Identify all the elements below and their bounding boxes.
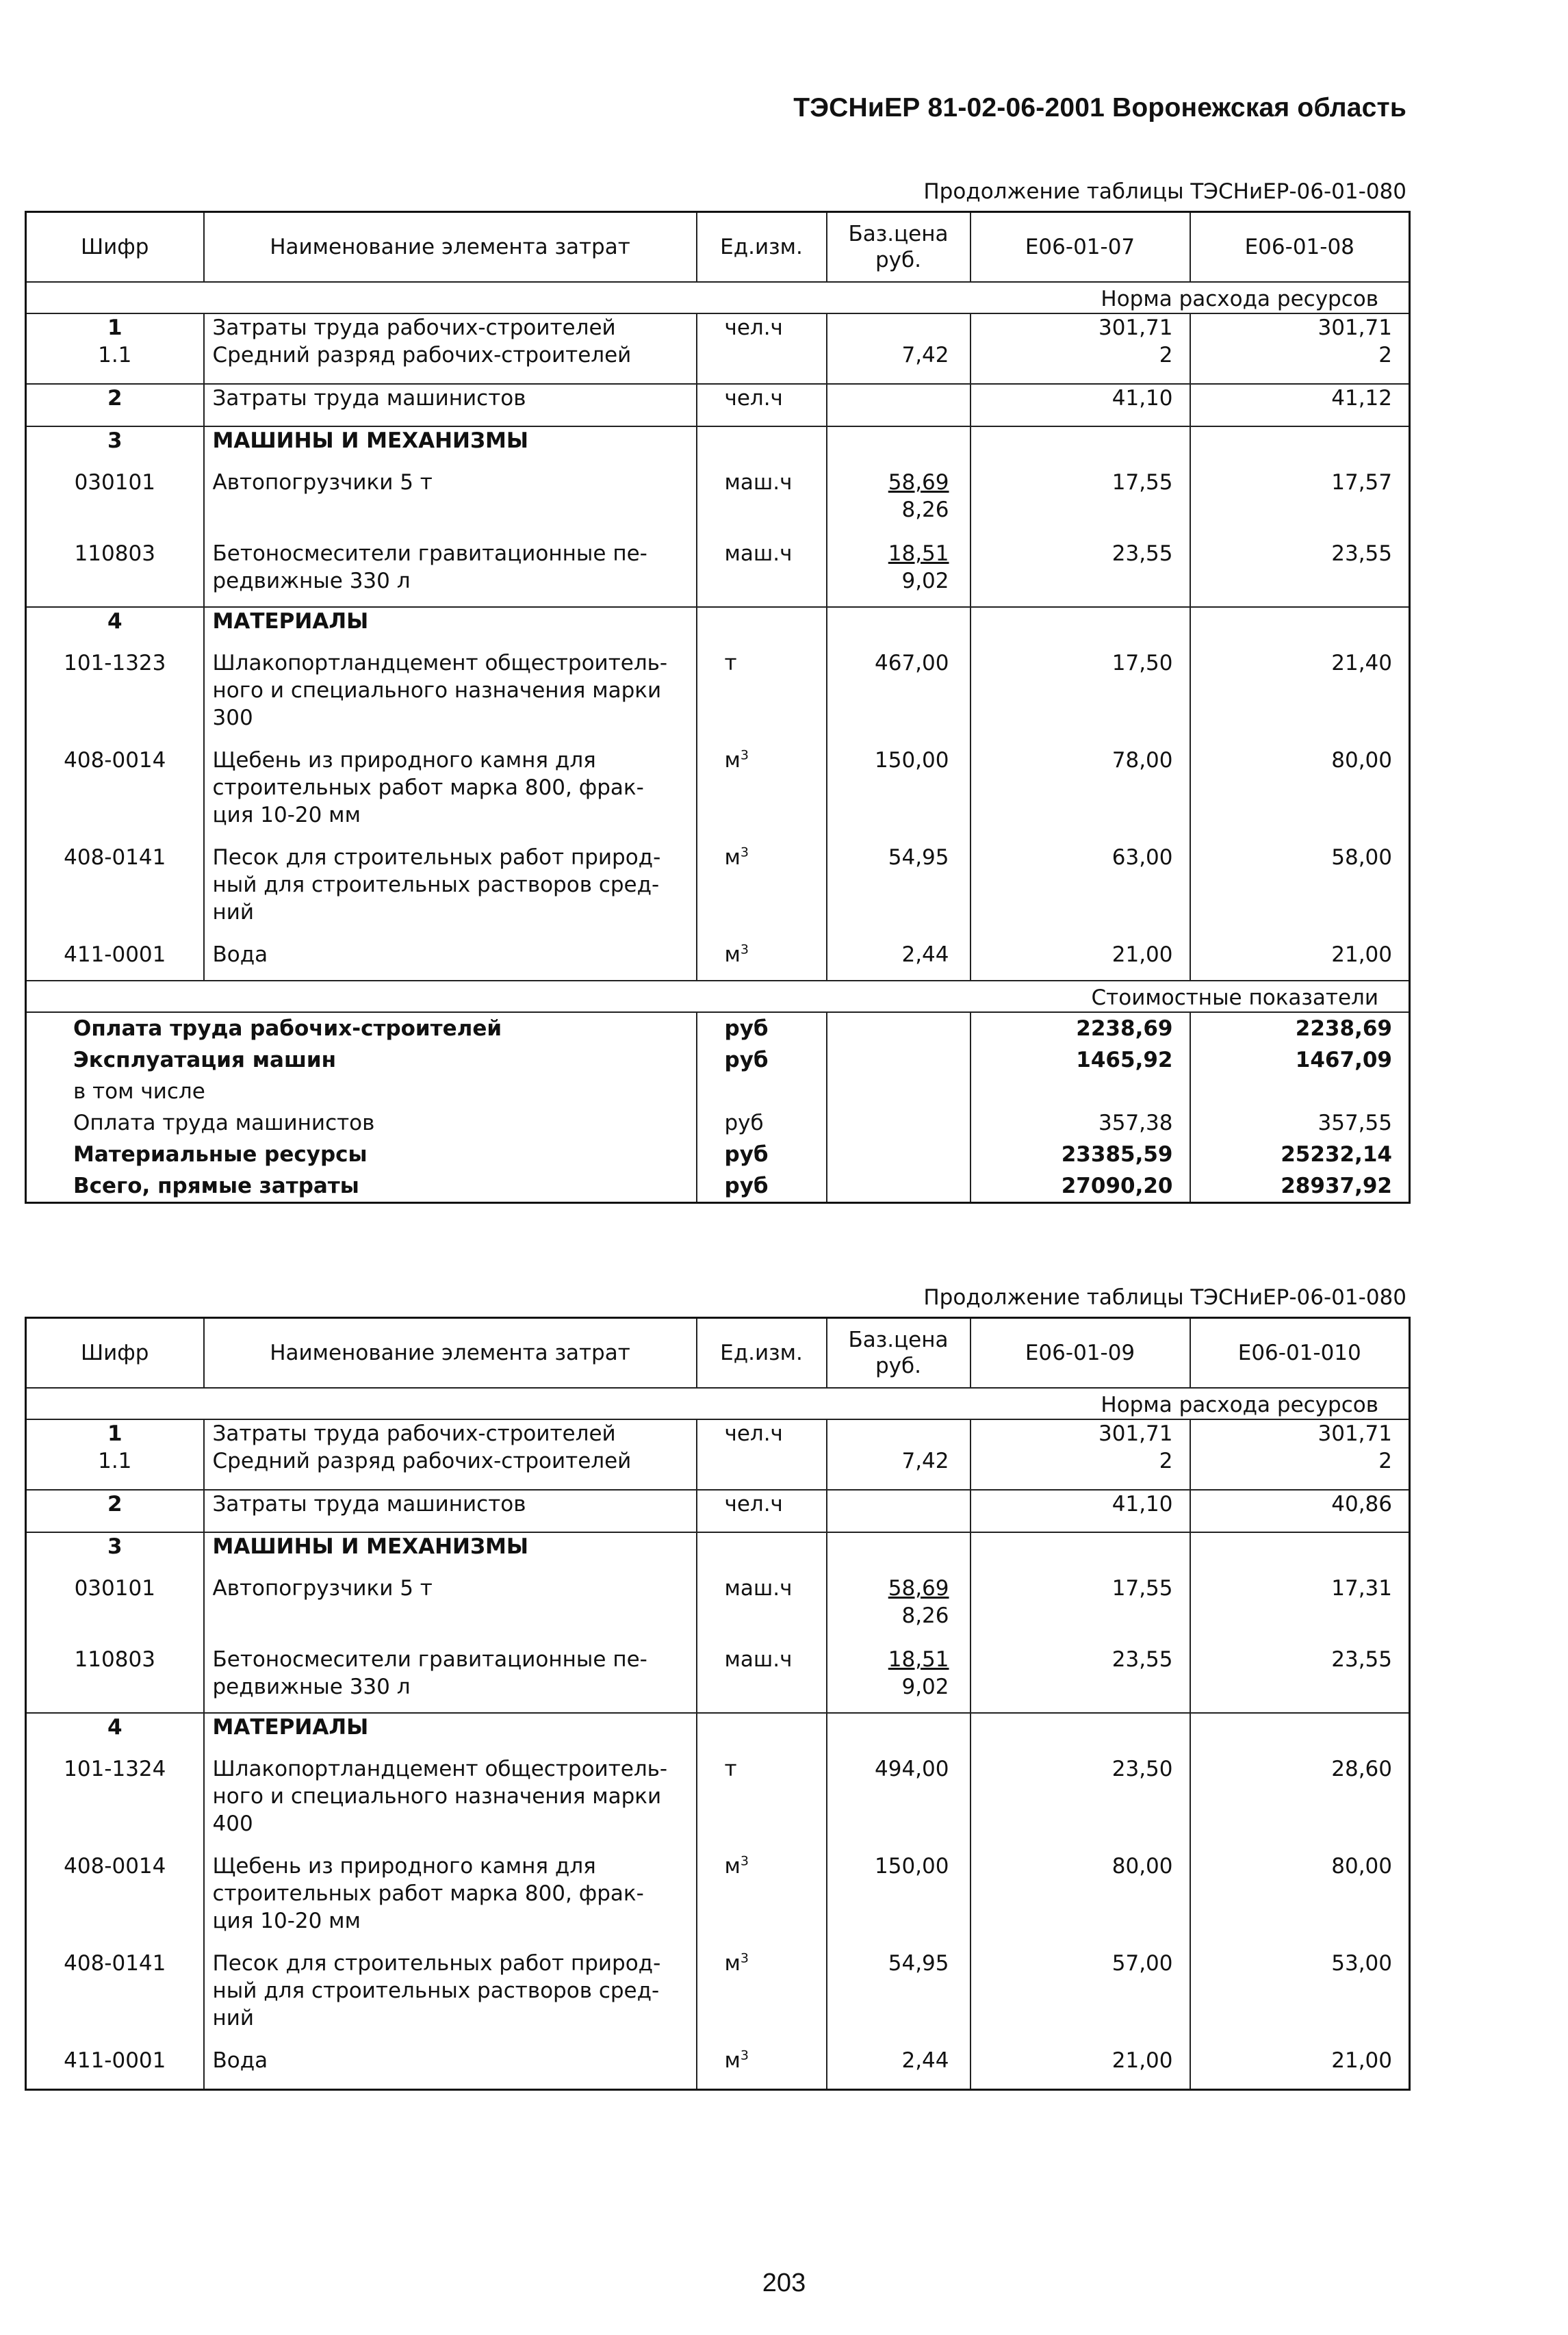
norm-label: Норма расхода ресурсов: [1101, 287, 1378, 311]
table-row: 101-1323 Шлакопортландцемент общестроитель- ного и специального назначения марки 300 т 467,00 17,50 21,40: [26, 649, 1410, 747]
column-header-e06-01-010: Е06-01-010: [1190, 1318, 1410, 1389]
column-header-e06-01-07: Е06-01-07: [971, 212, 1190, 283]
column-header-e06-01-09: Е06-01-09: [971, 1318, 1190, 1389]
column-header-name: Наименование элемента затрат: [204, 212, 697, 283]
summary-row: в том числе: [26, 1076, 1410, 1107]
summary-row: Всего, прямые затраты руб 27090,20 28937,92: [26, 1170, 1410, 1203]
norm-label: Норма расхода ресурсов: [1101, 1393, 1378, 1417]
norm-label-row: [26, 1388, 1410, 1419]
table-row: 101-1324 Шлакопортландцемент общестроитель- ного и специального назначения марки 400 т 494,00 23,50 28,60: [26, 1755, 1410, 1853]
page-number: 203: [762, 2269, 806, 2297]
table-row: 408-0014 Щебень из природного камня для строительных работ марка 800, фрак- ция 10-20 мм $м^3$ 150,00 80,00 80,00: [26, 1853, 1410, 1950]
column-header-unit: Ед.изм.: [697, 212, 827, 283]
table-row: 411-0001 Вода $м^3$ 2,44 21,00 21,00: [26, 941, 1410, 981]
table-row: 030101 Автопогрузчики 5 т маш.ч 58,69 8,26 17,55 17,31: [26, 1575, 1410, 1646]
table-caption: Продолжение таблицы ТЭСНиЕР-06-01-080: [923, 179, 1406, 204]
cost-label-row: [26, 981, 1410, 1012]
summary-row: Эксплуатация машин руб 1465,92 1467,09: [26, 1044, 1410, 1076]
summary-row: Материальные ресурсы руб 23385,59 25232,14: [26, 1139, 1410, 1170]
table-row: 408-0014 Щебень из природного камня для строительных работ марка 800, фрак- ция 10-20 мм $м^3$ 150,00 78,00 80,00: [26, 747, 1410, 844]
document-title: ТЭСНиЕР 81-02-06-2001 Воронежская область: [793, 93, 1406, 122]
table-row: 030101 Автопогрузчики 5 т маш.ч 58,69 8,26 17,55 17,57: [26, 469, 1410, 540]
column-header-code: Шифр: [26, 1318, 204, 1389]
table-caption: Продолжение таблицы ТЭСНиЕР-06-01-080: [923, 1285, 1406, 1310]
column-header-base-price: Баз.цена руб.: [827, 212, 971, 283]
table-row: 1 Затраты труда рабочих-строителей чел.ч 301,71 301,71: [26, 1419, 1410, 1447]
cost-label: Стоимостные показатели: [1091, 985, 1378, 1010]
table-row: 2 Затраты труда машинистов чел.ч 41,10 40,86: [26, 1490, 1410, 1532]
table-row: 408-0141 Песок для строительных работ природ- ный для строительных растворов сред- ний $м^3$ 54,95 63,00 58,00: [26, 844, 1410, 941]
cost-table-1: [25, 211, 1411, 1204]
section-header-row: 3 МАШИНЫ И МЕХАНИЗМЫ: [26, 1532, 1410, 1575]
norm-label-row: [26, 282, 1410, 313]
cost-table-2: [25, 1317, 1411, 2091]
table-row: 408-0141 Песок для строительных работ природ- ный для строительных растворов сред- ний $м^3$ 54,95 57,00 53,00: [26, 1950, 1410, 2047]
column-header-unit: Ед.изм.: [697, 1318, 827, 1389]
table-row: 110803 Бетоносмесители гравитационные пе- редвижные 330 л маш.ч 18,51 9,02 23,55 23,55: [26, 1646, 1410, 1713]
table-row: 110803 Бетоносмесители гравитационные пе- редвижные 330 л маш.ч 18,51 9,02 23,55 23,55: [26, 540, 1410, 607]
column-header-base-price: Баз.цена руб.: [827, 1318, 971, 1389]
table-row: 411-0001 Вода $м^3$ 2,44 21,00 21,00: [26, 2047, 1410, 2089]
column-header-e06-01-08: Е06-01-08: [1190, 212, 1410, 283]
table-row: 1 Затраты труда рабочих-строителей чел.ч 301,71 301,71: [26, 313, 1410, 341]
table-row: 1.1 Средний разряд рабочих-строителей 7,42 2 2: [26, 341, 1410, 384]
summary-row: Оплата труда машинистов руб 357,38 357,55: [26, 1107, 1410, 1139]
table-row: 2 Затраты труда машинистов чел.ч 41,10 41,12: [26, 384, 1410, 426]
column-header-name: Наименование элемента затрат: [204, 1318, 697, 1389]
section-header-row: 4 МАТЕРИАЛЫ: [26, 607, 1410, 649]
table-row: 1.1 Средний разряд рабочих-строителей 7,42 2 2: [26, 1447, 1410, 1490]
section-header-row: 3 МАШИНЫ И МЕХАНИЗМЫ: [26, 426, 1410, 469]
summary-row: Оплата труда рабочих-строителей руб 2238,69 2238,69: [26, 1012, 1410, 1044]
section-header-row: 4 МАТЕРИАЛЫ: [26, 1713, 1410, 1755]
column-header-code: Шифр: [26, 212, 204, 283]
